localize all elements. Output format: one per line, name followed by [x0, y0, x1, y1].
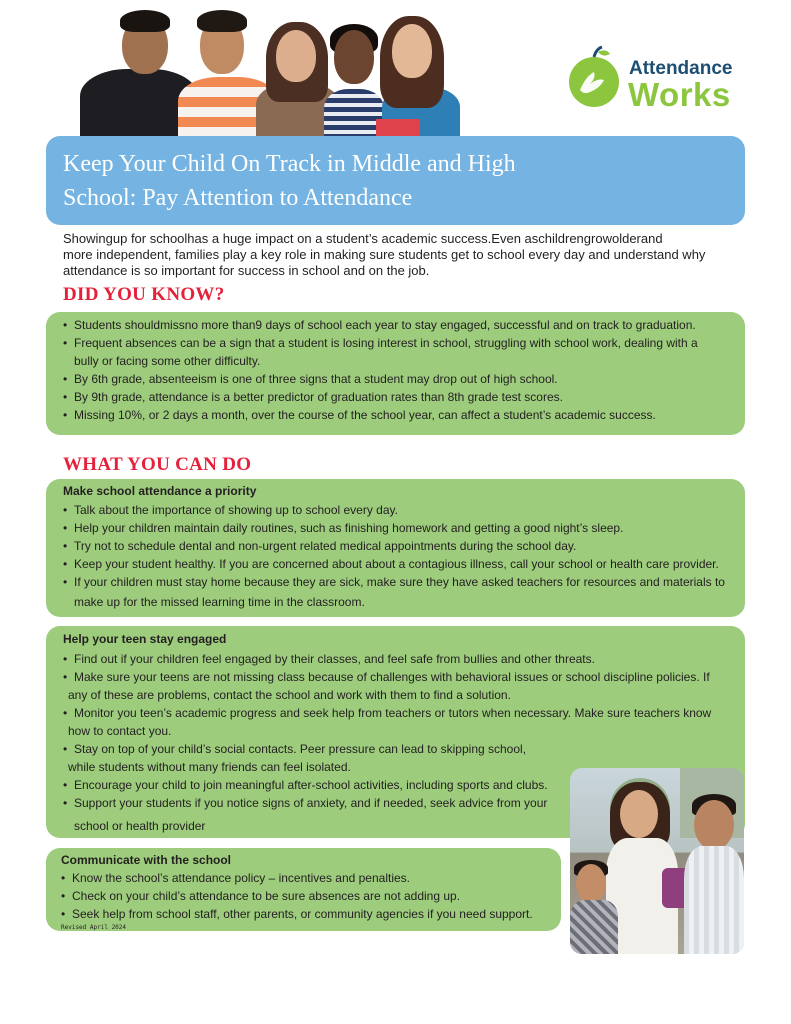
- page-title: [63, 147, 703, 215]
- list-item: • Monitor you teen’s academic progress and seek help from teachers or tutors when necessary. Make sure teachers know: [63, 704, 763, 722]
- list-item: • Seek help from school staff, other parents, or community agencies if you need support.: [61, 905, 581, 923]
- list-item: • Make sure your teens are not missing class because of challenges with behavioral issues or school discipline policies. If: [63, 668, 763, 686]
- list-item: • Talk about the importance of showing up to school every day.: [63, 501, 783, 519]
- list-item: • Try not to schedule dental and non-urgent related medical appointments during the school day.: [63, 537, 783, 555]
- engaged-title: Help your teen stay engaged: [63, 632, 227, 646]
- list-item: • Help your children maintain daily routines, such as finishing homework and getting a good night’s sleep.: [63, 519, 783, 537]
- list-item: • Encourage your child to join meaningful after-school activities, including sports and clubs.: [63, 776, 763, 794]
- list-item: • Missing 10%, or 2 days a month, over the course of the school year, can affect a student’s academic success.: [63, 406, 745, 424]
- list-item-continued: make up for the missed learning time in the classroom.: [74, 595, 365, 609]
- logo-attendance-text: Attendance: [629, 58, 733, 79]
- logo-works-text: Works: [628, 76, 731, 113]
- priority-list: [63, 501, 783, 613]
- did-you-know-heading: DID YOU KNOW?: [63, 284, 225, 305]
- list-item: • By 6th grade, absenteeism is one of three signs that a student may drop out of high school.: [63, 370, 745, 388]
- intro-line: Showingup for schoolhas a huge impact on a student’s academic success.Even aschildrengrowolderand: [63, 231, 663, 246]
- page-title-line2: School: Pay Attention to Attendance: [63, 185, 413, 211]
- list-item-continued: bully or facing some other difficulty.: [74, 354, 261, 368]
- list-item: • Check on your child’s attendance to be sure absences are not adding up.: [61, 887, 581, 905]
- list-item: • By 9th grade, attendance is a better predictor of graduation rates than 8th grade test scores.: [63, 388, 745, 406]
- did-you-know-list: [63, 316, 745, 424]
- students-photo: [570, 768, 744, 954]
- communicate-list: [61, 869, 581, 923]
- list-item-continued: while students without many friends can feel isolated.: [68, 760, 351, 774]
- list-item-continued: how to contact you.: [68, 724, 172, 738]
- list-item: • Find out if your children feel engaged by their classes, and feel safe from bullies and other threats.: [63, 650, 763, 668]
- list-item: • Support your students if you notice signs of anxiety, and if needed, seek advice from your: [63, 794, 763, 812]
- communicate-title: Communicate with the school: [61, 853, 232, 867]
- intro-line: attendance is so important for success in school and on the job.: [63, 263, 430, 278]
- priority-title: Make school attendance a priority: [63, 484, 257, 498]
- revised-date: Revised April 2024: [61, 924, 127, 931]
- page-title-line1: Keep Your Child On Track in Middle and High: [63, 151, 516, 177]
- list-item: • Keep your student healthy. If you are concerned about about a contagious illness, call your school or health care provider.: [63, 555, 783, 573]
- list-item: • Know the school’s attendance policy – incentives and penalties.: [61, 869, 581, 887]
- list-item: • If your children must stay home because they are sick, make sure they have asked teachers for resources and materials to: [63, 573, 783, 591]
- list-item: • Stay on top of your child’s social contacts. Peer pressure can lead to skipping school,: [63, 740, 763, 758]
- list-item-continued: any of these are problems, contact the school and work with them to find a solution.: [68, 688, 511, 702]
- list-item: • Students shouldmissno more than9 days of school each year to stay engaged, successful and on track to graduation.: [63, 316, 745, 334]
- list-item-continued: school or health provider: [74, 819, 206, 833]
- intro-paragraph: [63, 231, 763, 279]
- intro-line: more independent, families play a key role in making sure students get to school every day and understand why: [63, 247, 706, 262]
- header-photo-teens: [78, 0, 460, 137]
- list-item: • Frequent absences can be a sign that a student is losing interest in school, struggling with school work, dealing with a: [63, 334, 745, 352]
- what-you-can-do-heading: WHAT YOU CAN DO: [63, 454, 252, 475]
